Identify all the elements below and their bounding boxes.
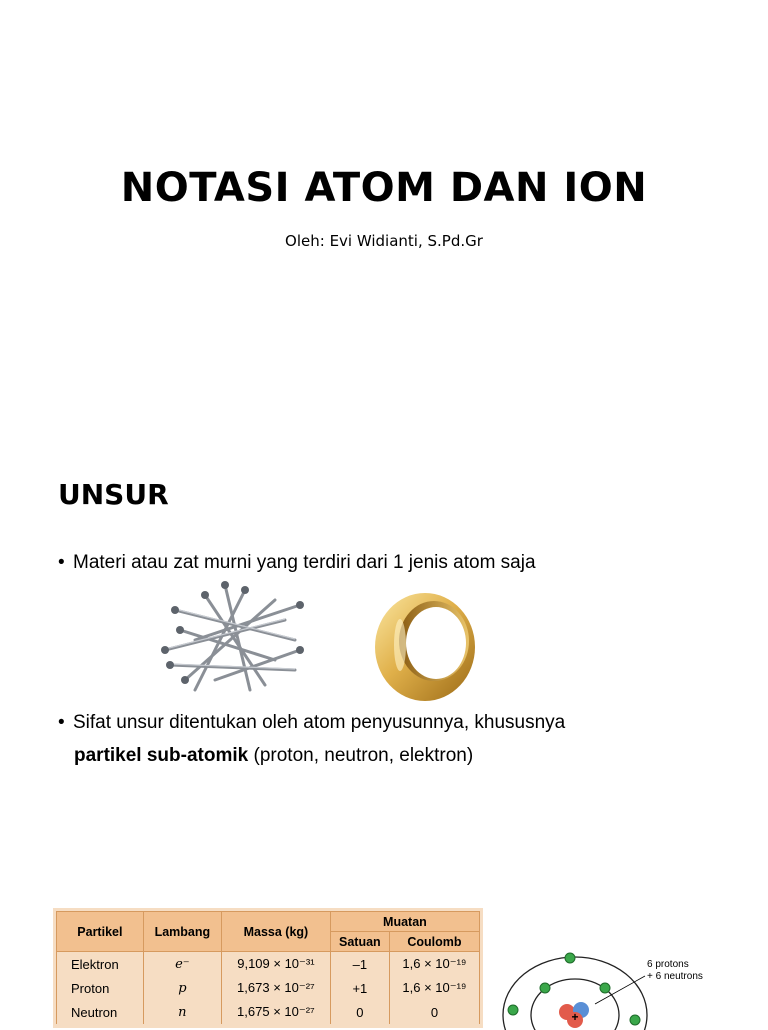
table-row — [57, 976, 480, 1000]
unsur-slide — [0, 440, 768, 1024]
table-row — [57, 1000, 480, 1024]
cell-massa: 1,675 × 10⁻²⁷ — [221, 1000, 330, 1024]
header-partikel: Partikel — [57, 912, 144, 952]
cell-partikel: Proton — [57, 976, 144, 1000]
header-muatan: Muatan — [330, 912, 479, 932]
title-slide — [0, 0, 768, 440]
nails-image — [155, 580, 305, 700]
slide-title: NOTASI ATOM DAN ION — [120, 165, 648, 211]
slide-heading: UNSUR — [58, 478, 169, 511]
header-coulomb: Coulomb — [389, 932, 479, 952]
table-row — [57, 952, 480, 977]
header-satuan: Satuan — [330, 932, 389, 952]
header-massa: Massa (kg) — [221, 912, 330, 952]
bullet-text-rest: (proton, neutron, elektron) — [248, 745, 474, 766]
cell-lambang: e⁻ — [143, 952, 221, 977]
header-lambang: Lambang — [143, 912, 221, 952]
cell-lambang: p — [143, 976, 221, 1000]
bullet-item — [58, 546, 708, 579]
particle-table — [53, 908, 483, 1028]
cell-coulomb: 0 — [389, 1000, 479, 1024]
bullet-item — [58, 706, 708, 772]
cell-coulomb: 1,6 × 10⁻¹⁹ — [389, 976, 479, 1000]
atom-label-neutrons: + 6 neutrons — [647, 971, 703, 982]
bullet-text: Sifat unsur ditentukan oleh atom penyusunnya, khususnya — [73, 712, 566, 733]
atom-diagram — [495, 950, 735, 1030]
gold-ring-image — [370, 585, 485, 705]
bullet-text: Materi atau zat murni yang terdiri dari 1 jenis atom saja — [73, 552, 536, 573]
bold-term: partikel sub-atomik — [74, 745, 249, 766]
bullet-continuation — [58, 739, 708, 772]
cell-lambang: n — [143, 1000, 221, 1024]
cell-partikel: Elektron — [57, 952, 144, 977]
bullet-icon: • — [58, 552, 65, 573]
atom-label-protons: 6 protons — [647, 959, 689, 970]
cell-satuan: +1 — [330, 976, 389, 1000]
cell-coulomb: 1,6 × 10⁻¹⁹ — [389, 952, 479, 977]
cell-massa: 1,673 × 10⁻²⁷ — [221, 976, 330, 1000]
cell-massa: 9,109 × 10⁻³¹ — [221, 952, 330, 977]
cell-satuan: –1 — [330, 952, 389, 977]
nucleus-sign: + — [571, 1010, 579, 1024]
cell-partikel: Neutron — [57, 1000, 144, 1024]
bullet-icon: • — [58, 712, 65, 733]
slide-subtitle: Oleh: Evi Widianti, S.Pd.Gr — [285, 232, 483, 250]
cell-satuan: 0 — [330, 1000, 389, 1024]
